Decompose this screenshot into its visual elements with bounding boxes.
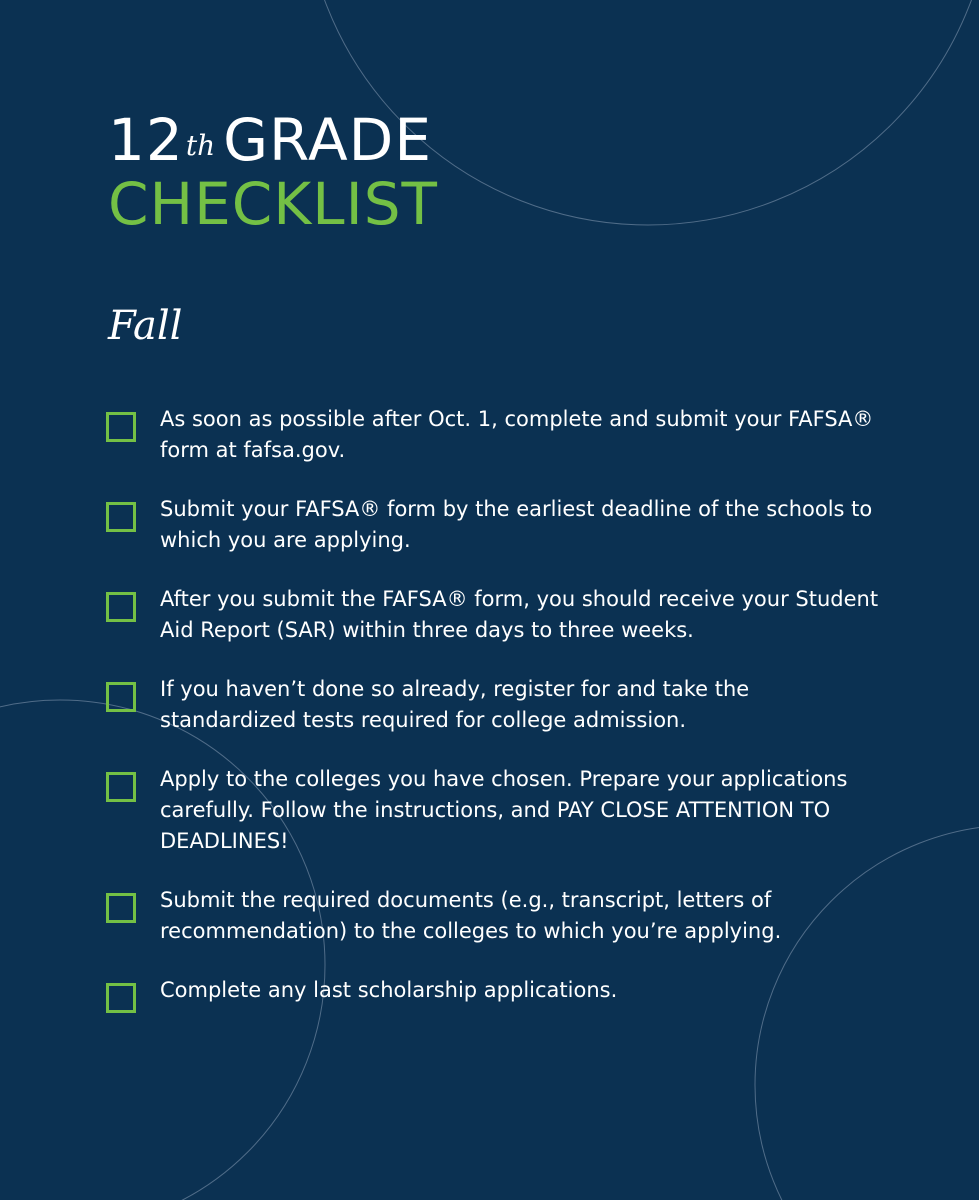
checklist-item-text: If you haven’t done so already, register for and take the standardized tests required for college admission. [160,677,750,732]
title-line-grade [108,108,438,172]
section-heading-fall: Fall [108,303,183,349]
title-line-checklist: CHECKLIST [108,170,438,238]
checklist-item-text: Apply to the colleges you have chosen. Prepare your applications carefully. Follow the instructions, and PAY CLOSE ATTENTION TO DEADLINES! [160,767,848,853]
checklist-item [106,764,896,857]
checklist-item [106,584,896,646]
checkbox-icon[interactable] [106,502,136,532]
checklist [106,404,896,1041]
checklist-item-text: Submit the required documents (e.g., transcript, letters of recommendation) to the colleges to which you’re applying. [160,888,782,943]
checklist-item-text: As soon as possible after Oct. 1, complete and submit your FAFSA® form at fafsa.gov. [160,407,874,462]
grade-word: GRADE [223,106,432,174]
checkbox-icon[interactable] [106,893,136,923]
checkbox-icon[interactable] [106,772,136,802]
checklist-item-text: After you submit the FAFSA® form, you should receive your Student Aid Report (SAR) within three days to three weeks. [160,587,879,642]
checklist-item [106,674,896,736]
checklist-item [106,885,896,947]
checklist-item [106,975,896,1013]
grade-number: 12 [108,106,184,174]
checklist-item [106,404,896,466]
checkbox-icon[interactable] [106,592,136,622]
checklist-item-text: Submit your FAFSA® form by the earliest deadline of the schools to which you are applying. [160,497,873,552]
grade-suffix: th [185,129,216,162]
checkbox-icon[interactable] [106,983,136,1013]
checkbox-icon[interactable] [106,412,136,442]
checklist-item-text: Complete any last scholarship applications. [160,978,618,1002]
page-title [108,108,438,236]
checklist-item [106,494,896,556]
checkbox-icon[interactable] [106,682,136,712]
